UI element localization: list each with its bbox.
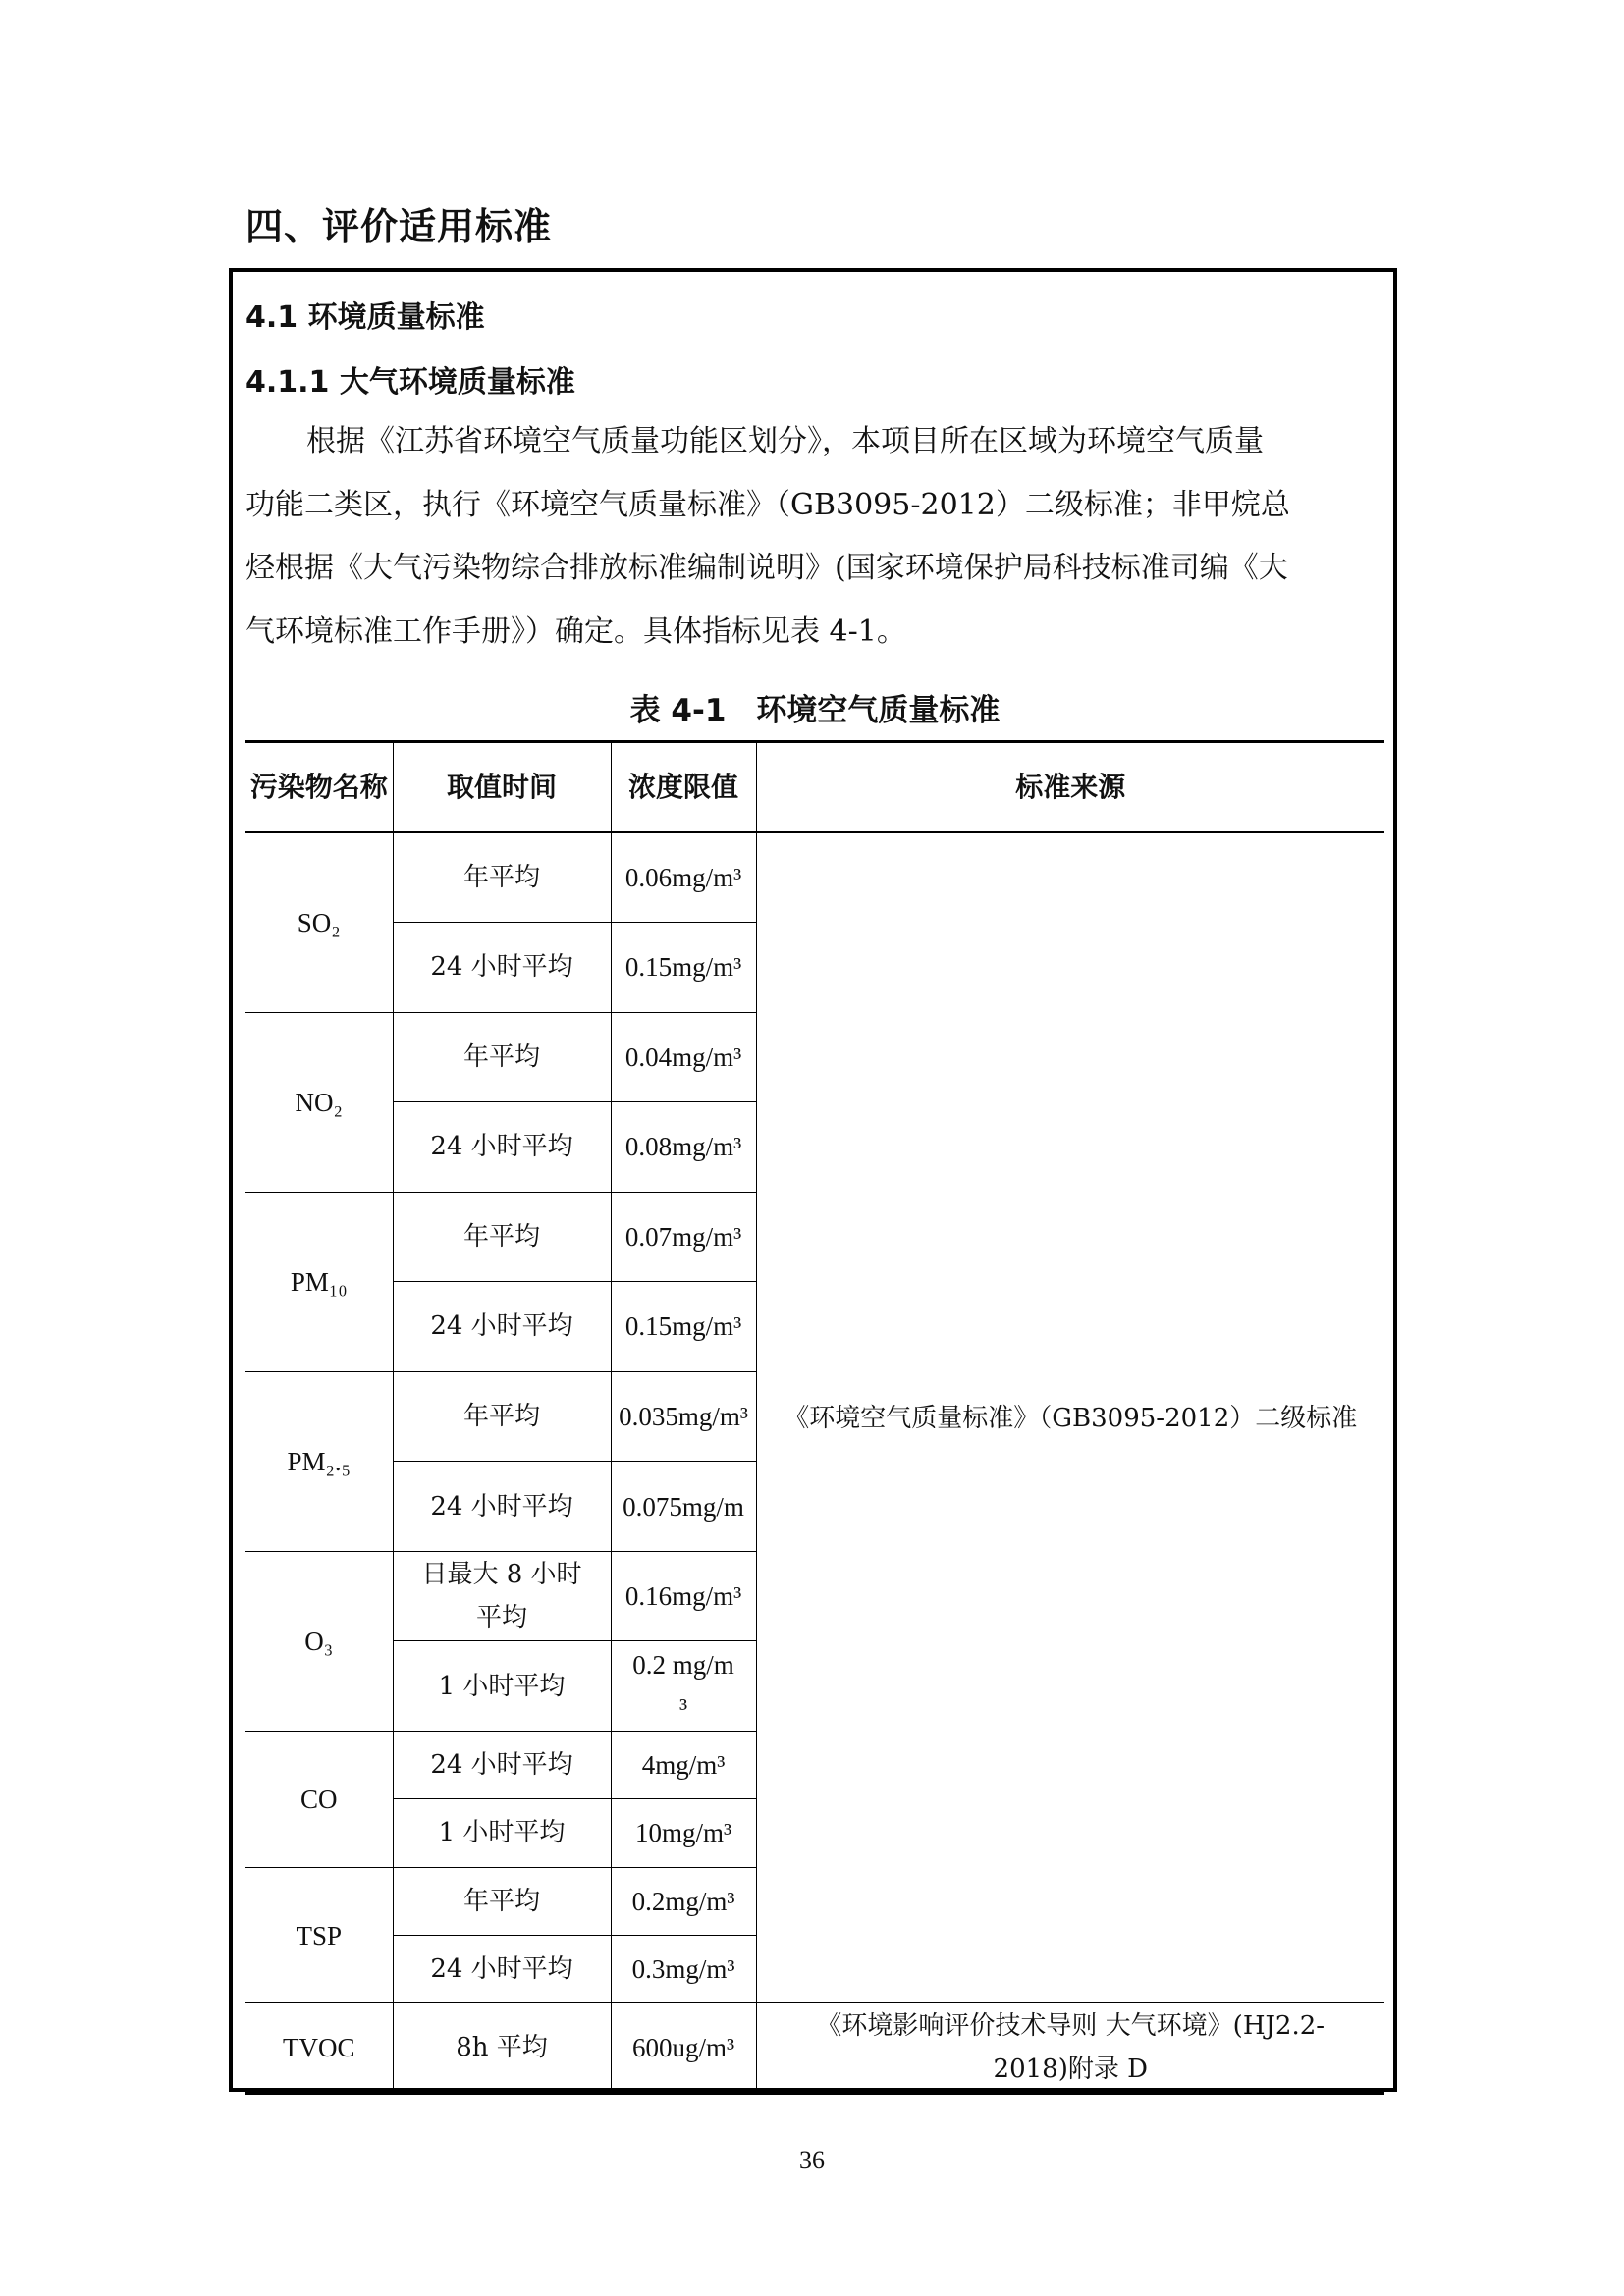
period-cell: 日最大 8 小时平均 — [393, 1551, 611, 1641]
limit-cell: 0.08mg/m³ — [611, 1102, 756, 1193]
pollutant-cell: TVOC — [245, 2003, 393, 2094]
period-cell: 年平均 — [393, 1867, 611, 1935]
paragraph-line: 功能二类区，执行《环境空气质量标准》（GB3095-2012）二级标准；非甲烷总 — [245, 487, 1290, 522]
period-cell: 年平均 — [393, 1012, 611, 1102]
period-cell: 24 小时平均 — [393, 1462, 611, 1552]
limit-cell: 0.2 mg/m³ — [611, 1641, 756, 1732]
page-number: 36 — [799, 2146, 825, 2174]
table-caption: 表 4-1 环境空气质量标准 — [629, 693, 1001, 728]
period-cell: 年平均 — [393, 832, 611, 923]
period-cell: 8h 平均 — [393, 2003, 611, 2094]
pollutant-cell: SO₂ — [245, 832, 393, 1012]
paragraph-line: 气环境标准工作手册》）确定。具体指标见表 4-1。 — [245, 614, 906, 649]
source-cell-hj22: 《环境影响评价技术导则 大气环境》(HJ2.2-2018)附录 D — [756, 2003, 1384, 2094]
limit-cell: 0.075mg/m — [611, 1462, 756, 1552]
header-source: 标准来源 — [756, 742, 1384, 833]
header-period: 取值时间 — [393, 742, 611, 833]
pollutant-cell: NO₂ — [245, 1012, 393, 1192]
period-cell: 年平均 — [393, 1192, 611, 1282]
limit-cell: 0.16mg/m³ — [611, 1551, 756, 1641]
body-paragraph — [245, 410, 1384, 664]
limit-cell: 0.15mg/m³ — [611, 923, 756, 1013]
limit-cell: 4mg/m³ — [611, 1731, 756, 1798]
section-heading: 4.1 环境质量标准 — [245, 300, 485, 335]
source-cell-gb3095: 《环境空气质量标准》（GB3095-2012）二级标准 — [756, 832, 1384, 2003]
pollutant-cell: TSP — [245, 1867, 393, 2003]
pollutant-cell: PM₂.₅ — [245, 1371, 393, 1551]
period-cell: 24 小时平均 — [393, 1936, 611, 2003]
limit-cell: 10mg/m³ — [611, 1799, 756, 1867]
limit-cell: 0.035mg/m³ — [611, 1371, 756, 1462]
period-cell: 1 小时平均 — [393, 1799, 611, 1867]
limit-cell: 0.07mg/m³ — [611, 1192, 756, 1282]
period-cell: 年平均 — [393, 1371, 611, 1462]
paragraph-line: 烃根据《大气污染物综合排放标准编制说明》(国家环境保护局科技标准司编《大 — [245, 551, 1288, 585]
period-cell: 24 小时平均 — [393, 1731, 611, 1798]
limit-cell: 0.2mg/m³ — [611, 1867, 756, 1935]
period-cell: 24 小时平均 — [393, 1102, 611, 1193]
header-pollutant: 污染物名称 — [245, 742, 393, 833]
limit-cell: 0.15mg/m³ — [611, 1282, 756, 1372]
pollutant-cell: PM₁₀ — [245, 1192, 393, 1371]
limit-cell: 0.3mg/m³ — [611, 1936, 756, 2003]
limit-cell: 0.06mg/m³ — [611, 832, 756, 923]
subsection-heading: 4.1.1 大气环境质量标准 — [245, 365, 575, 400]
pollutant-cell: O₃ — [245, 1551, 393, 1731]
period-cell: 24 小时平均 — [393, 1282, 611, 1372]
limit-cell: 0.04mg/m³ — [611, 1012, 756, 1102]
paragraph-line: 根据《江苏省环境空气质量功能区划分》，本项目所在区域为环境空气质量 — [306, 424, 1264, 458]
period-cell: 1 小时平均 — [393, 1641, 611, 1732]
limit-cell: 600ug/m³ — [611, 2003, 756, 2094]
period-cell: 24 小时平均 — [393, 923, 611, 1013]
chapter-title: 四、评价适用标准 — [245, 205, 553, 248]
header-limit: 浓度限值 — [611, 742, 756, 833]
pollutant-cell: CO — [245, 1731, 393, 1867]
air-quality-standard-table — [245, 740, 1384, 2095]
